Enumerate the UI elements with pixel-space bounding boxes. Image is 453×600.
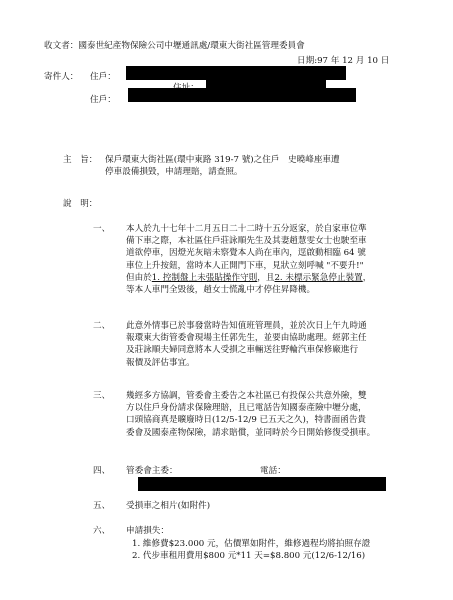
subject-line: 保戶環東大街社區(環中東路 319-7 號)之住戶 史曉峰座車遭: [105, 155, 340, 165]
item-2-text: [126, 320, 367, 369]
item-line: 車位上升按鈕，當時本人正開門下車，見狀立刻呼喊 "不要升!": [126, 260, 364, 271]
item-1-text: [126, 223, 371, 296]
redaction-block: [138, 477, 386, 491]
item-4-number: 四、: [93, 466, 111, 476]
underlined-point-2: 2. 未標示緊急停止裝置: [274, 272, 363, 283]
loss-item: 2. 代步車租用費用$800 元*11 天=$8.800 元(12/6-12/16): [132, 551, 366, 562]
item-line: 幾經多方協調，管委會主委告之本社區已有投保公共意外險，雙: [126, 391, 367, 401]
document-date: 日期:97 年 12 月 10 日: [297, 56, 390, 66]
item-line: 報價及評估事宜。: [126, 357, 195, 368]
item-3-text: [126, 390, 375, 439]
item-line: 報環東大街管委會現場主任郭先生，並要由協助處理。經郭主任: [126, 333, 367, 344]
committee-chair-label: 管委會主委：: [126, 466, 178, 476]
explain-label: 說 明：: [63, 199, 98, 209]
item-line: 委會及國泰產物保險，請求賠償，並同時於今日開始修復受損車。: [126, 427, 376, 438]
sender-label: 寄件人：: [44, 72, 79, 82]
item-line-emphasis: 但由於1. 控制盤上未張貼操作守則，且2. 未標示緊急停止裝置，: [126, 272, 372, 283]
item-line: 及莊詠順夫婦同意將本人受損之車輛送往野輪汽車保修廠進行: [126, 345, 359, 356]
item-line: 備下車之際，本社區住戶莊詠順先生及其妻趙慧雯女士也駛至車: [126, 236, 367, 247]
subject-text: [105, 154, 340, 178]
item-6-number: 六、: [93, 526, 111, 536]
item-1-number: 一、: [93, 224, 111, 234]
sender-row-1-label: 住戶：: [90, 72, 116, 82]
redaction-block: [128, 88, 356, 102]
subject-line: 停車設備損毀，申請理賠，請查照。: [105, 167, 243, 178]
sender-row-3-label: 住戶：: [90, 95, 116, 105]
loss-list: [132, 538, 370, 562]
item-line: 等本人車門全毀後，趙女士慌亂中才停住昇降機。: [126, 285, 316, 296]
item-5-text: 受損車之相片(如附件): [126, 501, 211, 511]
item-line: 口頭協商真是曠廢時日(12/5-12/9 已五天之久)，特書面函告貴: [126, 415, 367, 426]
underlined-point-1: 1. 控制盤上未張貼操作守則: [151, 272, 258, 283]
recipient-value: 國泰世紀產物保險公司中壢通訊處/環東大街社區管理委員會: [78, 41, 305, 51]
item-5-number: 五、: [93, 501, 111, 511]
item-line: 道欲停車，因燈光灰暗未察覺本人尚在車內，逕啟動相臨 64 號: [126, 248, 366, 259]
item-line: 方以住戶身份請求保險理賠，且已電話告知國泰產險中壢分處，: [126, 403, 367, 414]
item-6-heading: 申請損失：: [126, 526, 169, 536]
recipient-label: 收文者：: [44, 41, 79, 51]
loss-item: 1. 維修費$23.000 元，估價單如附件，維修過程均將拍照存證: [132, 539, 371, 549]
item-3-number: 三、: [93, 391, 111, 401]
item-line: 此意外情事已於事發當時告知值班管理員，並於次日上午九時通: [126, 321, 367, 331]
item-line: 本人於九十七年十二月五日二十二時十五分返家，於自家車位準: [126, 224, 367, 234]
recipient-line: [44, 40, 305, 52]
subject-label: 主 旨：: [63, 155, 98, 165]
phone-label: 電話：: [260, 466, 286, 476]
item-2-number: 二、: [93, 321, 111, 331]
